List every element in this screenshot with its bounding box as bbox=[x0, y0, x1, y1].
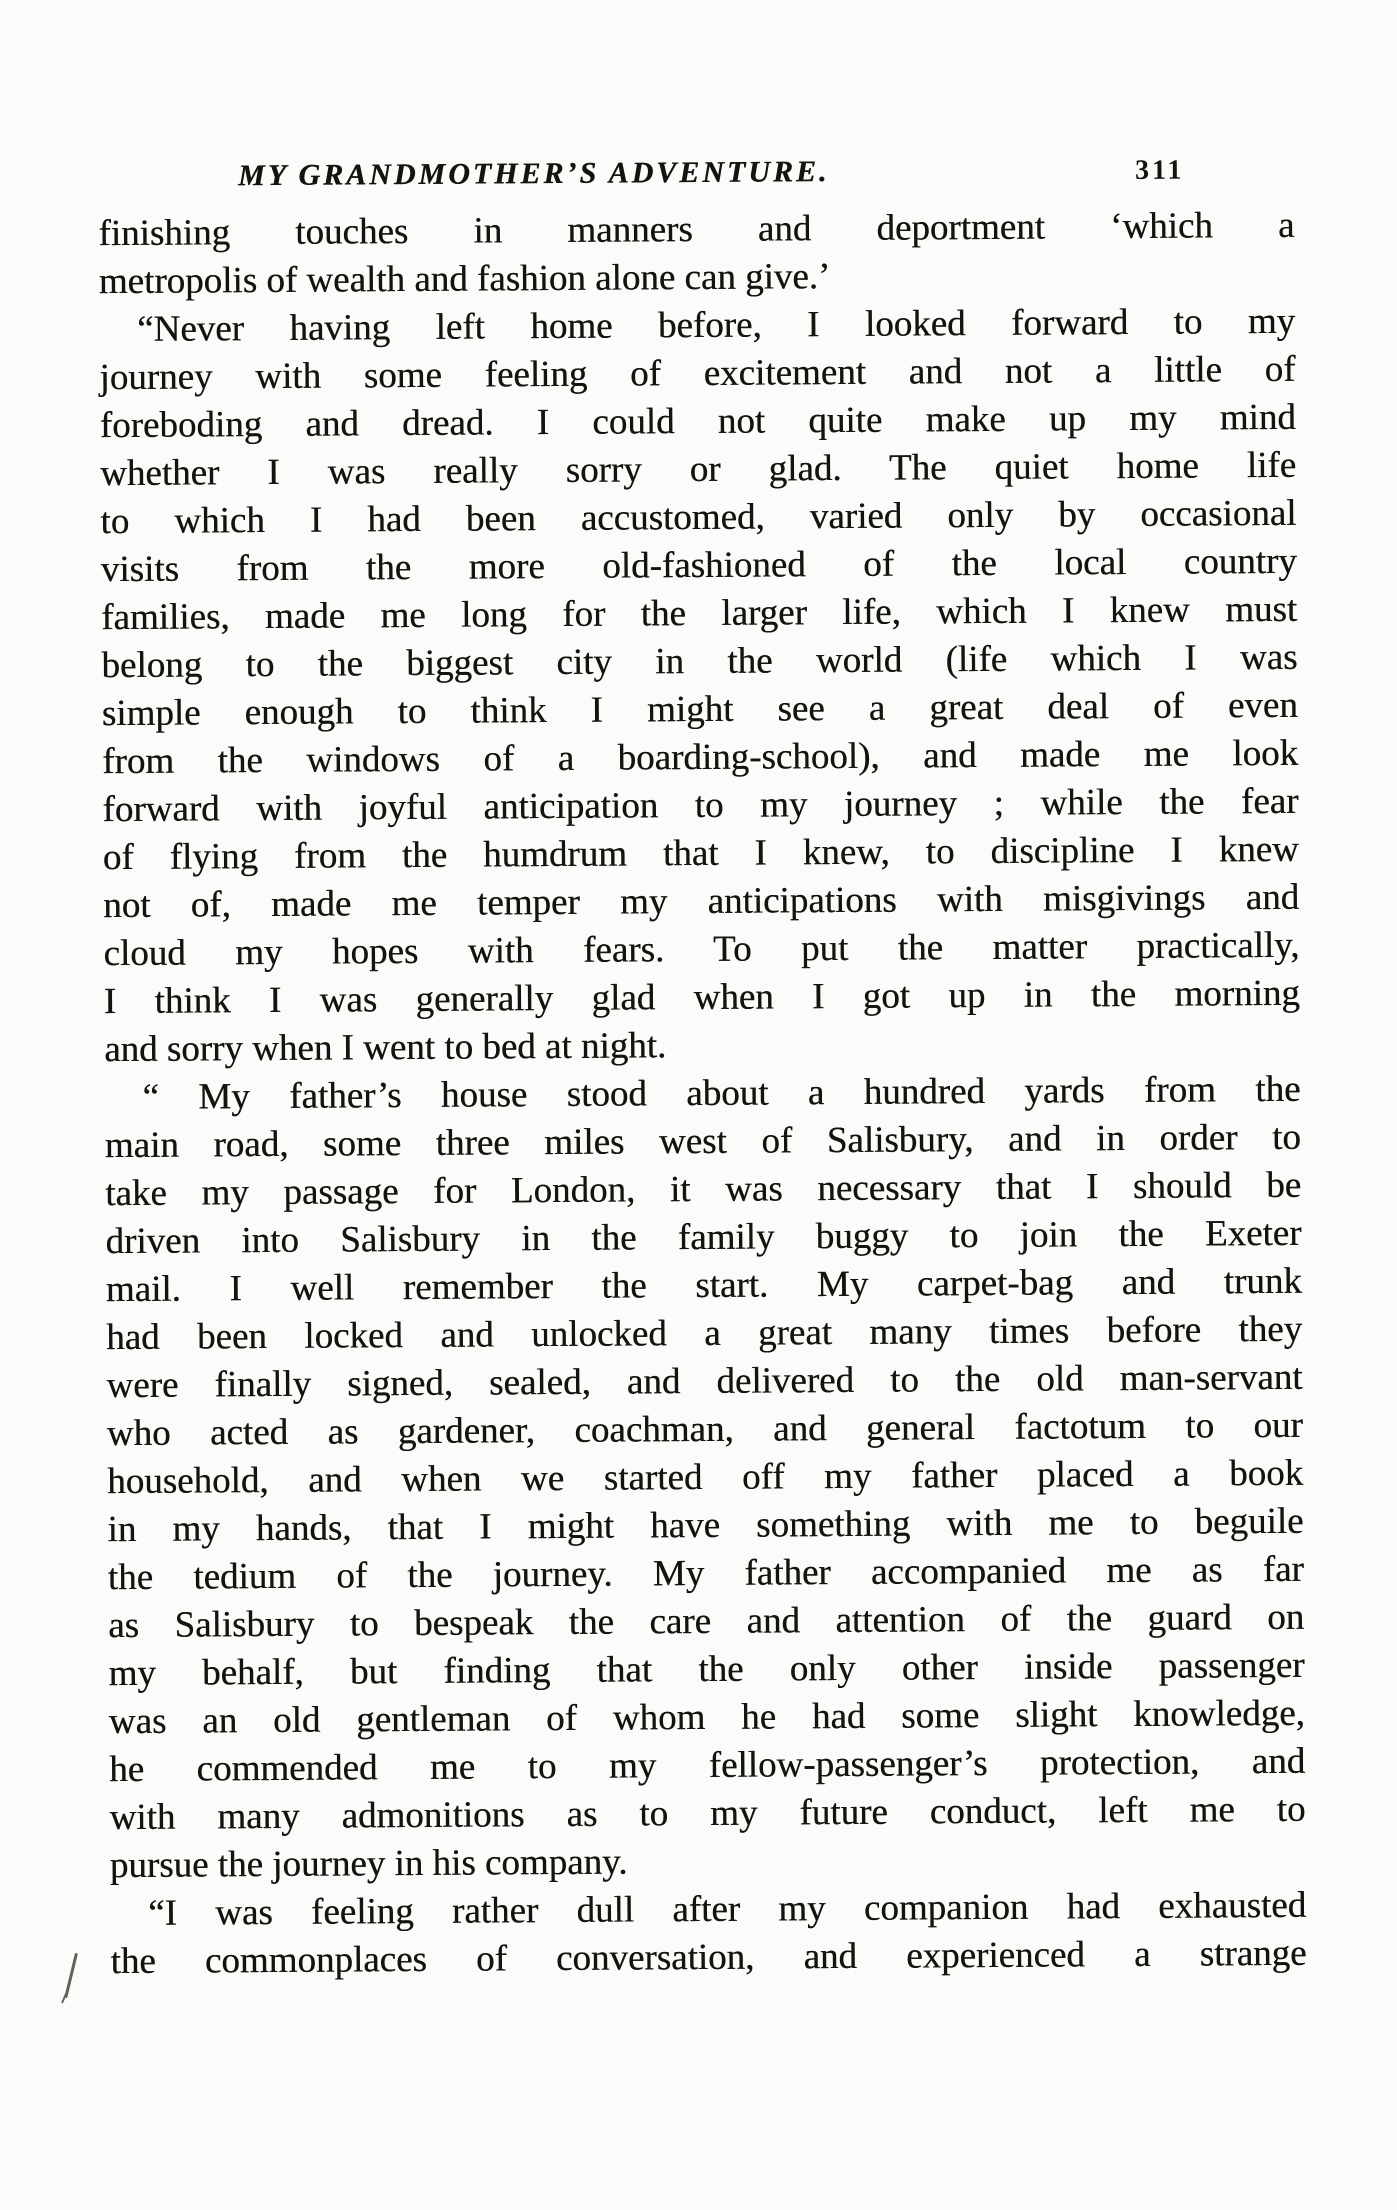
page-title: MY GRANDMOTHER’S ADVENTURE. bbox=[237, 155, 830, 193]
text-line: not of, made me temper my anticipations with misgivings and bbox=[102, 876, 1300, 927]
text-line: were finally signed, sealed, and delivered to the old man-servant bbox=[106, 1356, 1303, 1407]
text-line: “Never having left home before, I looked forward to my bbox=[136, 300, 1296, 350]
text-line: foreboding and dread. I could not quite make up my mind bbox=[99, 396, 1296, 447]
text-line: main road, some three miles west of Salisbury, and in order to bbox=[104, 1116, 1301, 1167]
text-line: as Salisbury to bespeak the care and attention of the guard on bbox=[108, 1596, 1305, 1647]
text-line: metropolis of wealth and fashion alone can give.’ bbox=[98, 256, 831, 303]
text-line: mail. I well remember the start. My carpet-bag and trunk bbox=[105, 1260, 1302, 1311]
text-block bbox=[98, 202, 1306, 1986]
text-line: forward with joyful anticipation to my journey ; while the fear bbox=[102, 780, 1299, 831]
text-line: finishing touches in manners and deportment ‘which a bbox=[98, 204, 1295, 255]
text-line: driven into Salisbury in the family buggy to join the Exeter bbox=[105, 1212, 1302, 1263]
text-line: “I was feeling rather dull after my companion had exhausted bbox=[148, 1884, 1307, 1934]
page-number: 311 bbox=[1134, 154, 1185, 186]
paragraph bbox=[110, 1882, 1307, 1986]
text-line: and sorry when I went to bed at night. bbox=[103, 1025, 667, 1071]
text-line: whether I was really sorry or glad. The quiet home life bbox=[99, 444, 1297, 495]
paragraph bbox=[99, 298, 1300, 1074]
text-line: belong to the biggest city in the world (life which I was bbox=[101, 636, 1298, 687]
text-line: with many admonitions as to my future conduct, left me to bbox=[109, 1788, 1306, 1839]
text-line: “ My father’s house stood about a hundred yards from the bbox=[142, 1068, 1301, 1118]
paragraph bbox=[98, 202, 1295, 306]
text-line: cloud my hopes with fears. To put the matter practically, bbox=[103, 924, 1300, 975]
text-line: had been locked and unlocked a great many times before they bbox=[106, 1308, 1303, 1359]
text-line: visits from the more old-fashioned of the local country bbox=[100, 540, 1297, 591]
text-line: my behalf, but finding that the only other inside passenger bbox=[108, 1644, 1305, 1695]
text-line: was an old gentleman of whom he had some slight knowledge, bbox=[108, 1692, 1305, 1743]
pen-mark bbox=[64, 1953, 77, 1998]
text-line: to which I had been accustomed, varied only by occasional bbox=[100, 492, 1297, 543]
text-line: in my hands, that I might have something with me to beguile bbox=[107, 1500, 1304, 1551]
text-line: journey with some feeling of excitement and not a little of bbox=[99, 348, 1296, 399]
running-head bbox=[0, 151, 1392, 203]
text-line: who acted as gardener, coachman, and general factotum to our bbox=[106, 1404, 1303, 1455]
text-line: the commonplaces of conversation, and experienced a strange bbox=[110, 1932, 1307, 1983]
text-line: of flying from the humdrum that I knew, to discipline I knew bbox=[102, 828, 1299, 879]
text-line: he commended me to my fellow-passenger’s protection, and bbox=[109, 1740, 1306, 1791]
text-line: pursue the journey in his company. bbox=[109, 1841, 628, 1887]
text-line: I think I was generally glad when I got up in the morning bbox=[103, 972, 1300, 1023]
text-line: from the windows of a boarding-school), and made me look bbox=[101, 732, 1299, 783]
text-line: families, made me long for the larger life, which I knew must bbox=[100, 588, 1298, 639]
text-line: the tedium of the journey. My father accompanied me as far bbox=[107, 1548, 1304, 1599]
text-line: household, and when we started off my father placed a book bbox=[107, 1452, 1304, 1503]
text-line: simple enough to think I might see a great deal of even bbox=[101, 684, 1298, 735]
paragraph bbox=[104, 1066, 1306, 1890]
text-line: take my passage for London, it was necessary that I should be bbox=[105, 1164, 1302, 1215]
